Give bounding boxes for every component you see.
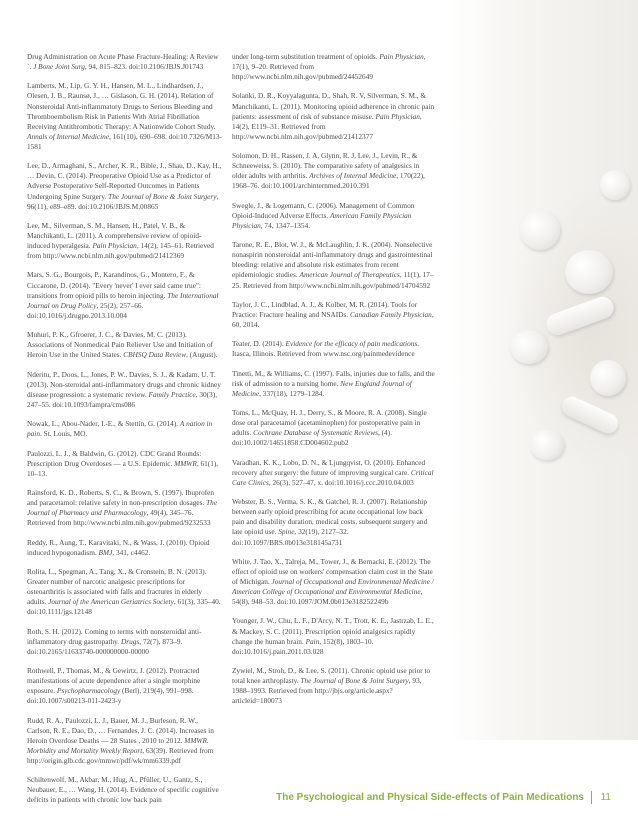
reference-details: , 161(10), 690–698. doi:10.7326/M13-1581 <box>27 131 222 151</box>
reference-text: Swegle, J., & Logemann, C. (2006). Management of Common Opioid-Induced Adverse Effects. <box>232 200 415 220</box>
reference-entry <box>232 300 436 330</box>
reference-source-title: The Journal of Pharmacy and Pharmacology <box>27 498 218 518</box>
reference-details: , 93, 1988–1993. Retrieved from http://jbjs.org/article.aspx?articleid=180073 <box>232 676 422 706</box>
reference-details: (Berl), 219(4), 991–998. doi:10.1007/s00213-011-2423-y <box>27 686 194 706</box>
reference-text: Lee, D., Armaghani, S., Archer, K. R., Bible, J., Shau, D., Kay, H., … Devin, C. (2014). Preoperative Opioid Use as a Predictor of Adverse Postoperative Self-Reported Outcomes in Patients Undergoing Spine Surgery. <box>27 161 222 201</box>
reference-source-title: Pain Physician <box>375 111 420 121</box>
reference-source-title: American Family Physician Physician <box>232 210 412 230</box>
reference-entry <box>232 91 436 141</box>
reference-text: Tarone, R. E., Blot, W. J., & McLaughlin, J. K. (2004). Nonselective nonaspirin nonsteroidal anti-inflammatory drugs and gastrointestinal bleeding: relative and absolute risk estimates from recent epidemiologic studies. <box>232 240 433 280</box>
reference-entry <box>27 270 223 320</box>
footer-divider <box>591 791 592 804</box>
reference-text: Taylor, J. C., Lindblad, A. J., & Kolber, M. R. (2014). Tools for Practice: Fracture healing and NSAIDs. <box>232 299 418 319</box>
reference-details: , 61(3), 335–40. doi:10.1111/jgs.12148 <box>27 597 221 617</box>
reference-entry <box>27 330 223 360</box>
reference-details: , 30(3), 247–55. doi:10.1093/fampra/cms086 <box>27 389 218 409</box>
references-left-column <box>27 52 223 815</box>
reference-details: , 14(2), 145–61. Retrieved from http://www.ncbi.nlm.nih.gov/pubmed/21412369 <box>27 241 214 261</box>
reference-entry <box>232 666 436 706</box>
reference-details: , 26(3), 527–47, x. doi:10.1016/j.ccc.2010.04.003 <box>268 477 414 487</box>
reference-entry <box>232 240 436 290</box>
reference-details: , (4). doi:10.1002/14651858.CD004602.pub2 <box>232 428 392 448</box>
reference-entry <box>27 716 223 766</box>
reference-source-title: Canadian Family Physician <box>349 309 432 319</box>
reference-details: , 11(1), 17–25. Retrieved from http://www.ncbi.nlm.nih.gov/pubmed/14704592 <box>232 270 434 290</box>
reference-source-title: Evidence for the efficacy of pain medications <box>285 339 418 349</box>
reference-source-title: Journal of Occupational and Environmental Medicine / American College of Occupational and Environmental Medicine <box>232 577 434 597</box>
reference-entry <box>27 488 223 528</box>
reference-entry <box>27 419 223 439</box>
reference-text: Rudd, R. A., Paulozzi, L. J., Bauer, M. J., Burleson, R. W., Carlson, R. E., Dao, D., … Fernandes, J. C. (2014). Increases in Heroin Overdose Deaths — 28 States , 2010 to 2012. <box>27 715 214 745</box>
reference-source-title: CBHSQ Data Review <box>123 350 187 360</box>
reference-source-title: The International Journal on Drug Policy <box>27 290 219 310</box>
reference-source-title: Critical Care Clinics <box>232 467 434 487</box>
reference-entry <box>27 627 223 657</box>
reference-source-title: MMWR. Morbidity and Mortality Weekly Report <box>27 735 209 755</box>
reference-source-title: Pain Physician <box>379 52 424 61</box>
reference-details: , 63(39). Retrieved from http://origin.glb.cdc.gov/mmwr/pdf/wk/mm6339.pdf <box>27 745 214 765</box>
reference-entry <box>27 52 223 72</box>
reference-details: , 152(8), 1803–10. doi:10.1016/j.pain.2011.03.028 <box>232 636 374 656</box>
references-right-column <box>232 52 436 716</box>
reference-source-title: A nation in pain <box>27 419 213 439</box>
reference-details: , 17(1), 9–20. Retrieved from http://www.ncbi.nlm.nih.gov/pubmed/24452649 <box>232 52 426 82</box>
reference-text: Solomon, D. H., Rassen, J. A, Glynn, R. J, Lee, J., Levin, R., & Schneeweiss, S. (2010). The comparative safety of analgesics in older adults with arthritis. <box>232 151 420 181</box>
reference-details: , 72(7), 873–9. doi:10.2165/11633740-000000000-00000 <box>27 636 183 656</box>
reference-text: White, J. Tao, X., Talreja, M., Tower, J., & Bernacki, E. (2012). The effect of opioid use on workers' compensation claim cost in the State of Michigan. <box>232 556 433 586</box>
reference-text: Teater, D. (2014). <box>232 339 286 349</box>
reference-details: , 60, 2014. <box>232 309 434 329</box>
reference-text: under long-term substitution treatment of opioids. <box>232 52 380 61</box>
reference-source-title: Family Practice <box>148 389 196 399</box>
reference-details: , (August). <box>186 350 218 360</box>
reference-text: Mars, S. G., Bourgois, P., Karandinos, G., Montero, F., & Ciccarone, D. (2014). "Every 'never' I ever said came true": transitions from opioid pills to heroin injecting. <box>27 270 201 300</box>
reference-entry <box>27 81 223 152</box>
reference-text: Zywiel, M., Stroh, D., & Lee, S. (2011). Chronic opioid use prior to total knee arthroplasty. <box>232 666 431 686</box>
reference-text: Nderitu, P., Doos, L., Jones, P. W., Davies, S. J., & Kadam, U. T. (2013). Non-steroidal anti-inflammatory drugs and chronic kidney disease progression: a systematic review. <box>27 369 221 399</box>
reference-entry <box>232 497 436 547</box>
reference-details: . St. Louis, MO. <box>39 429 88 439</box>
reference-text: Rolita, L., Spegman, A., Tang, X., & Cronstein, B. N. (2013). Greater number of narcotic analgesic prescriptions for osteoarthritis is associated with falls and fractures in elderly adults. <box>27 566 207 607</box>
reference-details: , 94, 815–823. doi:10.2106/JBJS.J01743 <box>84 62 204 72</box>
reference-entry <box>27 538 223 558</box>
reference-text: Lamberts, M., Lip, G. Y. H., Hansen, M. L., Lindhardsen, J., Olesen, J. B., Raunsø, J., … Gislason, G. H. (2014). Relation of Nonsteroidal Anti-inflammatory Drugs to Serious Bleeding and Thromboembolism Risk in Patients With Atrial Fibrillation Receiving Antithrombotic Therapy: A Nationwide Cohort Study. <box>27 81 216 131</box>
reference-text: Solanki, D. R., Koyyalagunta, D., Shah, R. V, Silverman, S. M., & Manchikanti, L. (2011). Monitoring opioid adherence in chronic pain patients: assessment of risk of substance misuse. <box>232 91 435 121</box>
reference-source-title: Pain <box>305 636 320 646</box>
reference-text: Roth, S. H. (2012). Coming to terms with nonsteroidal anti-inflammatory drug gastropathy. <box>27 626 202 646</box>
reference-text: Nowak, L., Abou-Nader, I.-E., & Stettin, G. (2014). <box>27 419 180 429</box>
reference-entry <box>232 557 436 607</box>
reference-text: Rainsford, K. D., Roberts, S. C., & Brown, S. (1997). Ibuprofen and paracetamol: relative safety in non-prescription dosages. <box>27 487 215 508</box>
reference-source-title: American Journal of Therapeutics <box>299 270 400 280</box>
reference-details: , 341, c4462. <box>112 547 151 557</box>
reference-source-title: Annals of Internal Medicine <box>27 131 110 141</box>
reference-source-title: The Journal of Bone & Joint Surgery <box>300 676 409 686</box>
reference-details: . Itasca, Illinois. Retrieved from www.nsc.org/painmedevidence <box>232 339 420 359</box>
reference-source-title: Drugs <box>120 636 140 646</box>
reference-entry <box>232 151 436 191</box>
reference-details: , 61(1), 10–13. <box>27 458 219 478</box>
reference-source-title: The Journal of Bone & Joint Surgery <box>108 191 217 201</box>
reference-entry <box>27 775 223 805</box>
reference-details: , 14(2), E119–31. Retrieved from http://www.ncbi.nlm.nih.gov/pubmed/21412377 <box>232 111 422 141</box>
reference-entry <box>27 666 223 706</box>
reference-entry <box>232 52 436 82</box>
reference-text: Reddy, R., Aung, T., Karavitaki, N., & Wass, J. (2010). Opioid induced hypogonadism. <box>27 537 210 557</box>
reference-details: , 49(4), 345–76. Retrieved from http://www.ncbi.nlm.nih.gov/pubmed/9232533 <box>27 508 211 528</box>
pills-background-photo <box>450 0 638 740</box>
reference-source-title: BMJ <box>98 547 113 557</box>
reference-text: Drug Administration on Acute Phase Fracture-Healing: A Review `. <box>27 52 219 72</box>
reference-details: , 170(22), 1968–76. doi:10.1001/archinternmed.2010.391 <box>232 171 425 191</box>
reference-entry <box>27 221 223 261</box>
reference-details: , 337(18), 1279–1284. <box>259 388 325 398</box>
reference-details: , 54(8), 948–53. doi:10.1097/JOM.0b013e318252249b <box>232 587 423 607</box>
reference-text: Rothwell, P., Thomas, M., & Gewirtz, J. (2012). Protracted manifestations of acute dependence after a single morphine exposure. <box>27 666 201 696</box>
reference-entry <box>232 408 436 448</box>
reference-source-title: Spine <box>278 527 295 537</box>
reference-text: Paulozzi, L. J., & Baldwin, G. (2012). CDC Grand Rounds: Prescription Drug Overdoses — a U.S. Epidemic. <box>27 448 202 468</box>
reference-source-title: New England Journal of Medicine <box>232 378 412 398</box>
reference-entry <box>232 339 436 359</box>
reference-source-title: J Bone Joint Surg <box>33 62 85 72</box>
reference-text: Schiltenwolf, M., Akbar, M., Hug, A., Pfüller, U., Gantz, S., Neubauer, E., … Wang, H. (2014). Evidence of specific cognitive deficits in patients with chronic low back pain <box>27 775 219 805</box>
reference-text: Varadhan, K. K., Lobo, D. N., & Ljungqvist, O. (2010). Enhanced recovery after surgery: the future of improving surgical care. <box>232 457 426 477</box>
reference-text: Lee, M., Silverman, S. M., Hansen, H., Patel, V. B., & Manchikanti, L. (2011). A comprehensive review of opioid-induced hyperalgesia. <box>27 220 202 251</box>
reference-text: Younger, J. W., Chu, L. F., D'Arcy, N. T., Trott, K. E., Jastrzab, L. E., & Mackey, S. C. (2011). Prescription opioid analgesics rapidly change the human brain. <box>232 616 434 646</box>
reference-source-title: Pain Physician <box>92 241 137 251</box>
reference-entry <box>27 161 223 211</box>
footer-title: The Psychological and Physical Side-effects of Pain Medications <box>276 792 584 803</box>
reference-source-title: Cochrane Database of Systematic Reviews <box>253 428 378 438</box>
reference-details: , 74, 1347–1354. <box>260 220 311 230</box>
reference-entry <box>232 458 436 488</box>
reference-entry <box>232 201 436 231</box>
reference-entry <box>27 567 223 617</box>
reference-entry <box>27 370 223 410</box>
reference-source-title: Journal of the American Geriatrics Society <box>48 597 174 607</box>
reference-text: Toms, L., McQuay, H. J., Derry, S., & Moore, R. A. (2008). Single dose oral paracetamol (acetaminophen) for postoperative pain in adults. <box>232 408 427 438</box>
reference-entry <box>232 616 436 656</box>
reference-source-title: Psychopharmacology <box>57 686 121 696</box>
page-number: 11 <box>600 792 611 803</box>
reference-text: Muhuri, P. K., Gfroerer, J. C., & Davies, M. C. (2013). Associations of Nonmedical Pain Reliever Use and Initiation of Heroin Use in the United States. <box>27 330 214 360</box>
reference-details: , 96(11), e89–e89. doi:10.2106/JBJS.M.00865 <box>27 191 219 211</box>
reference-details: , 25(2), 257–66. doi:10.1016/j.drugpo.2013.10.004 <box>27 300 144 320</box>
reference-source-title: Archives of Internal Medicine <box>309 171 397 181</box>
reference-details: , 32(19), 2127–32. doi:10.1097/BRS.0b013e318145a731 <box>232 527 349 547</box>
reference-text: Webster, B. S., Verma, S. K., & Gatchel, R. J. (2007). Relationship between early opioid prescribing for acute occupational low back pain and disability duration, medical costs, subsequent surgery and late opioid use. <box>232 497 428 537</box>
reference-text: Tinetti, M., & Williams, C. (1997). Falls, injuries due to falls, and the risk of admission to a nursing home. <box>232 368 435 388</box>
reference-source-title: MMWR <box>174 458 197 468</box>
reference-entry <box>27 449 223 479</box>
reference-entry <box>232 369 436 399</box>
